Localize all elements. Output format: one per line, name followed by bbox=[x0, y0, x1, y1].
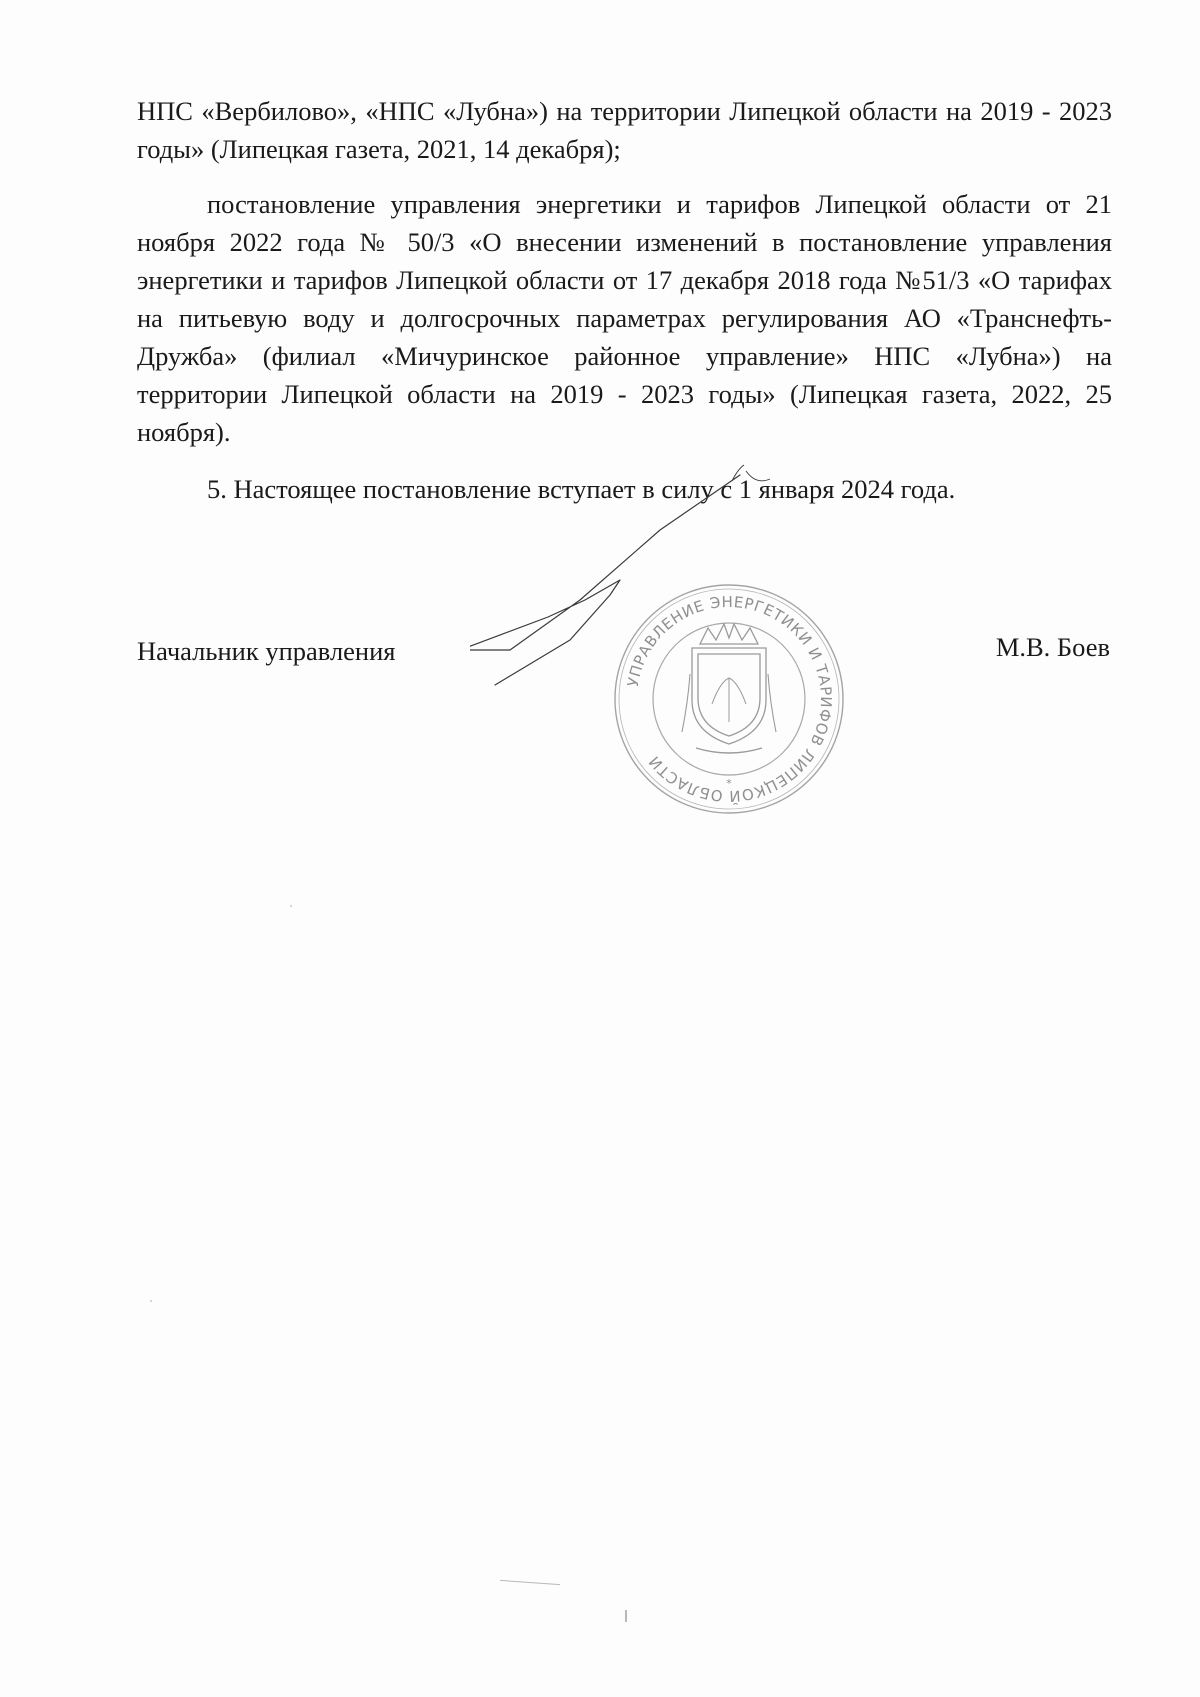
paragraph-repealed-act: постановление управления энергетики и тарифов Липецкой области от 21 ноября 2022 года № 50/3 «О внесении изменений в постановление управления энергетики и тарифов Липецкой области от 17 декабря 2018 года №51/3 «О тарифах на питьевую воду и долгосрочных параметрах регулирования АО «Транснефть-Дружба» (филиал «Мичуринское районное управление» НПС «Лубна») на территории Липецкой области на 2019 - 2023 годы» (Липецкая газета, 2022, 25 ноября). bbox=[137, 189, 1112, 447]
handwritten-signature bbox=[470, 455, 840, 755]
scan-artifact bbox=[150, 1300, 152, 1302]
paragraph-continuation: НПС «Вербилово», «НПС «Лубна») на территории Липецкой области на 2019 - 2023 годы» (Липецкая газета, 2021, 14 декабря); bbox=[137, 96, 1112, 164]
signatory-title: Начальник управления bbox=[137, 636, 396, 666]
seal-ring-text: УПРАВЛЕНИЕ ЭНЕРГЕТИКИ И ТАРИФОВ ЛИПЕЦКОЙ ОБЛАСТИ bbox=[623, 592, 836, 806]
scan-artifact bbox=[625, 1610, 627, 1622]
scan-artifact bbox=[290, 905, 292, 907]
scan-artifact bbox=[500, 1580, 560, 1585]
svg-text:*: * bbox=[726, 777, 732, 790]
paragraph-effective-date: 5. Настоящее постановление вступает в силу с 1 января 2024 года. bbox=[207, 474, 956, 504]
signatory-name: М.В. Боев bbox=[995, 632, 1110, 662]
